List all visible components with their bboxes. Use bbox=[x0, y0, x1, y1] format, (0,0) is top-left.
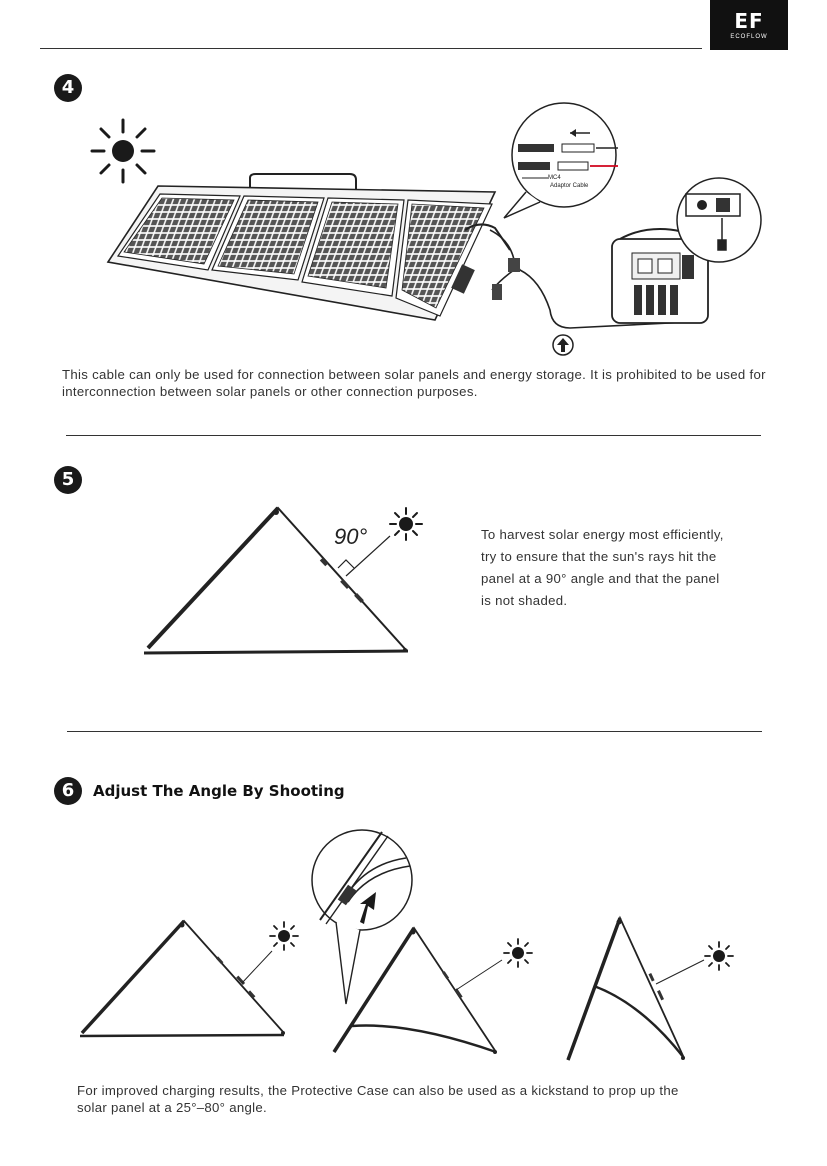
logo-mark: EF bbox=[734, 8, 764, 33]
solar-panel-illustration bbox=[100, 170, 520, 330]
step-6-description bbox=[77, 1082, 777, 1116]
angle-label: 90° bbox=[334, 524, 368, 549]
panel-angle-diagram-medium bbox=[330, 922, 505, 1060]
sun-icon bbox=[502, 937, 534, 969]
step-6-line-2: solar panel at a 25°–80° angle. bbox=[77, 1100, 267, 1115]
ecoflow-logo bbox=[710, 0, 788, 50]
step-4-badge: 4 bbox=[54, 74, 82, 102]
step-5-line-1: To harvest solar energy most efficiently, bbox=[481, 527, 724, 542]
sun-icon bbox=[703, 940, 735, 972]
step-5-line-4: is not shaded. bbox=[481, 593, 568, 608]
connector-callout bbox=[500, 100, 630, 220]
port-callout bbox=[672, 176, 766, 266]
section-divider-1 bbox=[66, 435, 761, 436]
step-5-line-2: try to ensure that the sun's rays hit the bbox=[481, 549, 717, 564]
sun-icon bbox=[388, 506, 424, 542]
sun-icon bbox=[268, 920, 300, 952]
step-6-title: Adjust The Angle By Shooting bbox=[93, 782, 345, 800]
callout-label-adaptor-cable: Adaptor Cable bbox=[550, 183, 589, 189]
step-4-description: This cable can only be used for connection between solar panels and energy storage. It is prohibited to be used for interconnection between solar panels or other connection purposes. bbox=[62, 367, 766, 399]
step-6-line-1: For improved charging results, the Protective Case can also be used as a kickstand to prop up the bbox=[77, 1083, 679, 1098]
step-6-badge: 6 bbox=[54, 777, 82, 805]
up-arrow-icon bbox=[552, 334, 574, 356]
section-divider-2 bbox=[67, 731, 762, 732]
step-5-line-3: panel at a 90° angle and that the panel bbox=[481, 571, 720, 586]
header-rule bbox=[40, 48, 702, 49]
step-5-badge: 5 bbox=[54, 466, 82, 494]
panel-angle-diagram-wide bbox=[76, 915, 296, 1040]
logo-text: ECOFLOW bbox=[730, 33, 768, 40]
panel-angle-diagram-steep bbox=[562, 914, 692, 1064]
step-5-description bbox=[481, 524, 781, 612]
callout-label-mc4: MC4 bbox=[548, 175, 561, 181]
